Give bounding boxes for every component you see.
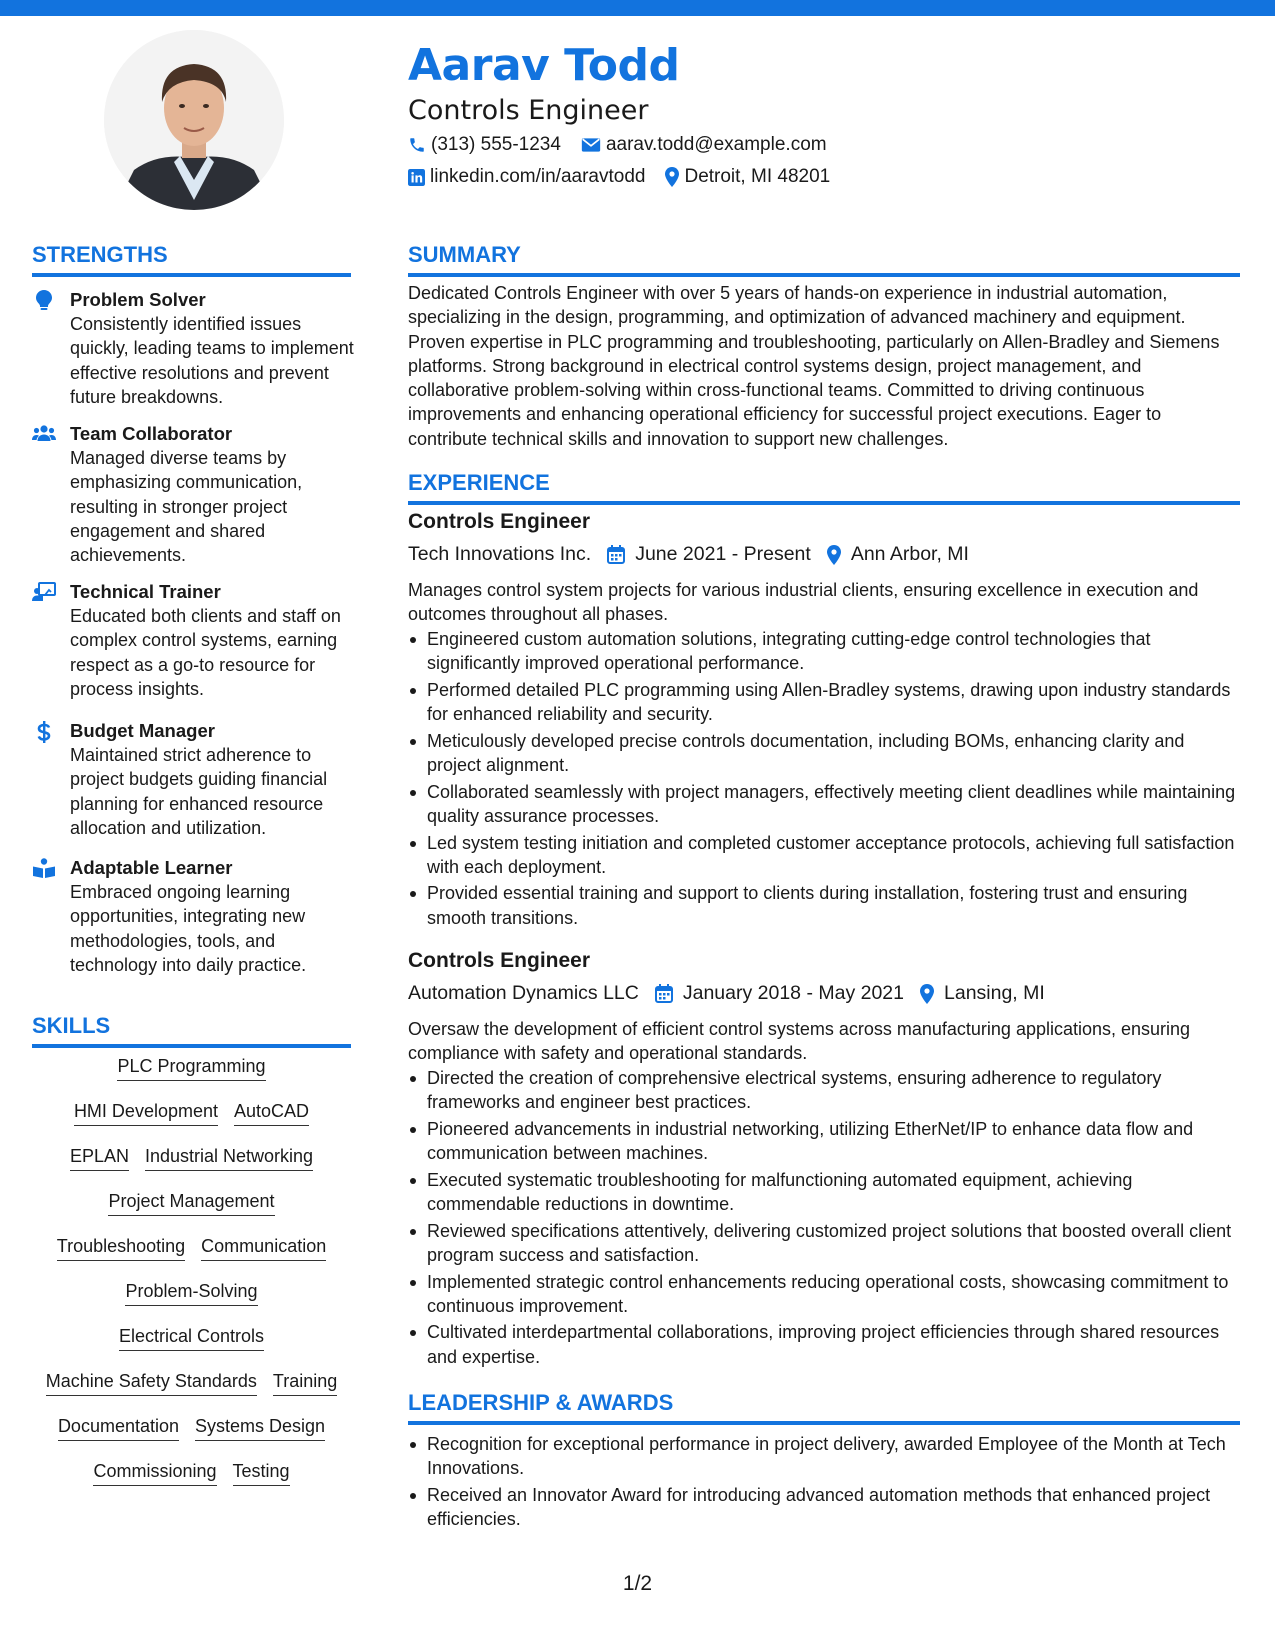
skill-tag: Problem-Solving (125, 1280, 257, 1306)
skill-tag: Industrial Networking (145, 1145, 313, 1171)
job-bullets (408, 1066, 1240, 1371)
strength-desc: Managed diverse teams by emphasizing communication, resulting in stronger project engagement and shared achievements. (70, 448, 303, 566)
bullet-item: Received an Innovator Award for introducing advanced automation methods that enhanced project efficiencies. (408, 1483, 1240, 1532)
skill-tag: Troubleshooting (57, 1235, 185, 1261)
skill-row (32, 1415, 351, 1460)
strength-desc: Embraced ongoing learning opportunities, integrating new methodologies, tools, and technology into daily practice. (70, 882, 307, 975)
bullet-item: Implemented strategic control enhancements reducing operational costs, showcasing commitment to continuous improvement. (408, 1270, 1240, 1319)
job-location (827, 543, 969, 566)
bullet-item: Collaborated seamlessly with project managers, effectively meeting client deadlines while maintaining quality assurance processes. (408, 780, 1240, 829)
strength-title: Problem Solver (70, 289, 206, 310)
location-text: Detroit, MI 48201 (684, 166, 831, 187)
strength-title: Budget Manager (70, 720, 215, 741)
bullet-item: Reviewed specifications attentively, delivering customized project solutions that boosted overall client program success and satisfaction. (408, 1219, 1240, 1268)
strength-item (32, 580, 362, 701)
bullet-item: Directed the creation of comprehensive electrical systems, ensuring adherence to regulatory frameworks and engineer best practices. (408, 1066, 1240, 1115)
contact-email[interactable] (581, 134, 827, 156)
calendar-icon (655, 984, 673, 1003)
linkedin-text: linkedin.com/in/aaravtodd (430, 166, 646, 187)
job-dates-text: January 2018 - May 2021 (682, 982, 904, 1004)
job-location-text: Ann Arbor, MI (850, 543, 969, 565)
bullet-item: Meticulously developed precise controls documentation, including BOMs, enhancing clarity and project alignment. (408, 729, 1240, 778)
contact-linkedin[interactable] (408, 166, 645, 188)
book-reader-icon (32, 858, 56, 880)
lightbulb-icon (32, 290, 56, 312)
strength-item (32, 422, 362, 567)
strength-desc: Educated both clients and staff on complex control systems, earning respect as a go-to resource for process insights. (70, 606, 341, 699)
profile-photo (104, 30, 284, 210)
strength-title: Technical Trainer (70, 581, 221, 602)
strengths-heading: STRENGTHS (32, 242, 351, 277)
leadership-heading: LEADERSHIP & AWARDS (408, 1390, 1240, 1425)
skill-tag: PLC Programming (117, 1055, 265, 1081)
skills-heading: SKILLS (32, 1013, 351, 1048)
job-title: Controls Engineer (408, 949, 591, 972)
phone-text: (313) 555-1234 (431, 134, 561, 155)
summary-heading: SUMMARY (408, 242, 1240, 277)
job-dates (607, 543, 811, 566)
job-company: Tech Innovations Inc. (408, 543, 592, 565)
users-icon (32, 424, 56, 446)
candidate-name: Aarav Todd (408, 40, 680, 91)
job-dates (655, 982, 904, 1005)
skill-row (32, 1370, 351, 1415)
skill-row (32, 1280, 351, 1325)
page-number: 1/2 (622, 1572, 653, 1595)
skill-tag: Machine Safety Standards (46, 1370, 257, 1396)
bullet-item: Executed systematic troubleshooting for malfunctioning automated equipment, achieving commendable reductions in downtime. (408, 1168, 1240, 1217)
skill-row (32, 1460, 351, 1505)
dollar-icon (32, 721, 56, 743)
skill-tag: Testing (233, 1460, 290, 1486)
skill-tag: Systems Design (195, 1415, 325, 1441)
job-summary: Oversaw the development of efficient control systems across manufacturing applications, ensuring compliance with safety and operational standards. (408, 1019, 1191, 1064)
top-accent-bar (0, 0, 1275, 16)
calendar-icon (607, 545, 625, 564)
job-meta (408, 543, 985, 566)
strength-item (32, 856, 362, 977)
skill-tag: HMI Development (74, 1100, 218, 1126)
bullet-item: Performed detailed PLC programming using Allen-Bradley systems, drawing upon industry standards for enhanced reliability and security. (408, 678, 1240, 727)
contact-phone[interactable] (408, 134, 561, 156)
job-location (920, 982, 1045, 1005)
skill-row (32, 1190, 351, 1235)
leadership-bullets (408, 1432, 1240, 1534)
map-pin-icon (827, 545, 841, 565)
skills-list (32, 1055, 351, 1505)
skill-tag: Training (273, 1370, 337, 1396)
skill-tag: EPLAN (70, 1145, 129, 1171)
bullet-item: Provided essential training and support to clients during installation, fostering trust and ensuring smooth transitions. (408, 881, 1240, 930)
strength-title: Team Collaborator (70, 423, 233, 444)
job-location-text: Lansing, MI (944, 982, 1045, 1004)
strength-desc: Consistently identified issues quickly, leading teams to implement effective resolutions and prevent future breakdowns. (70, 314, 354, 407)
job-meta (408, 982, 1061, 1005)
experience-heading: EXPERIENCE (408, 470, 1240, 505)
skill-row (32, 1055, 351, 1100)
skill-tag: AutoCAD (234, 1100, 309, 1126)
skill-row (32, 1145, 351, 1190)
job-dates-text: June 2021 - Present (635, 543, 811, 565)
contact-row-secondary (408, 166, 850, 188)
job-bullets (408, 627, 1240, 932)
skill-row (32, 1235, 351, 1280)
job-company: Automation Dynamics LLC (408, 982, 639, 1004)
candidate-title: Controls Engineer (408, 95, 649, 126)
envelope-icon (581, 137, 601, 153)
skill-tag: Communication (201, 1235, 326, 1261)
strength-title: Adaptable Learner (70, 857, 233, 878)
map-pin-icon (920, 984, 934, 1004)
strength-item (32, 719, 362, 840)
skill-tag: Commissioning (93, 1460, 216, 1486)
contact-row-primary (408, 134, 847, 156)
linkedin-icon (408, 169, 425, 186)
map-pin-icon (665, 167, 679, 187)
skill-tag: Documentation (58, 1415, 179, 1441)
bullet-item: Led system testing initiation and completed customer acceptance protocols, achieving full satisfaction with each deployment. (408, 831, 1240, 880)
email-text: aarav.todd@example.com (605, 134, 827, 155)
contact-location (665, 166, 830, 188)
bullet-item: Cultivated interdepartmental collaborations, improving project efficiencies through shared resources and expertise. (408, 1320, 1240, 1369)
phone-icon (408, 136, 426, 154)
strength-desc: Maintained strict adherence to project budgets guiding financial planning for enhanced resource allocation and utilization. (70, 745, 328, 838)
bullet-item: Engineered custom automation solutions, integrating cutting-edge control technologies that significantly improved operational performance. (408, 627, 1240, 676)
skill-tag: Electrical Controls (119, 1325, 264, 1351)
bullet-item: Recognition for exceptional performance in project delivery, awarded Employee of the Month at Tech Innovations. (408, 1432, 1240, 1481)
job-summary: Manages control system projects for various industrial clients, ensuring excellence in execution and outcomes throughout all phases. (408, 580, 1199, 625)
skill-tag: Project Management (108, 1190, 274, 1216)
chalkboard-teacher-icon (32, 582, 56, 604)
job-title: Controls Engineer (408, 510, 591, 533)
bullet-item: Pioneered advancements in industrial networking, utilizing EtherNet/IP to enhance data flow and communication between machines. (408, 1117, 1240, 1166)
skill-row (32, 1100, 351, 1145)
strength-item (32, 288, 362, 409)
summary-text: Dedicated Controls Engineer with over 5 years of hands-on experience in industrial automation, specializing in the design, programming, and optimization of advanced machinery and equipment. Proven expertise in PLC programming and troubleshooting, particularly on Allen-Bradley and Siemens platforms. Strong background in electrical control systems design, project management, and collaborative problem-solving within cross-functional teams. Committed to driving continuous improvements and enhancing operational efficiency for successful project executions. Eager to contribute technical skills and innovation to support new challenges. (408, 283, 1220, 449)
skill-row (32, 1325, 351, 1370)
